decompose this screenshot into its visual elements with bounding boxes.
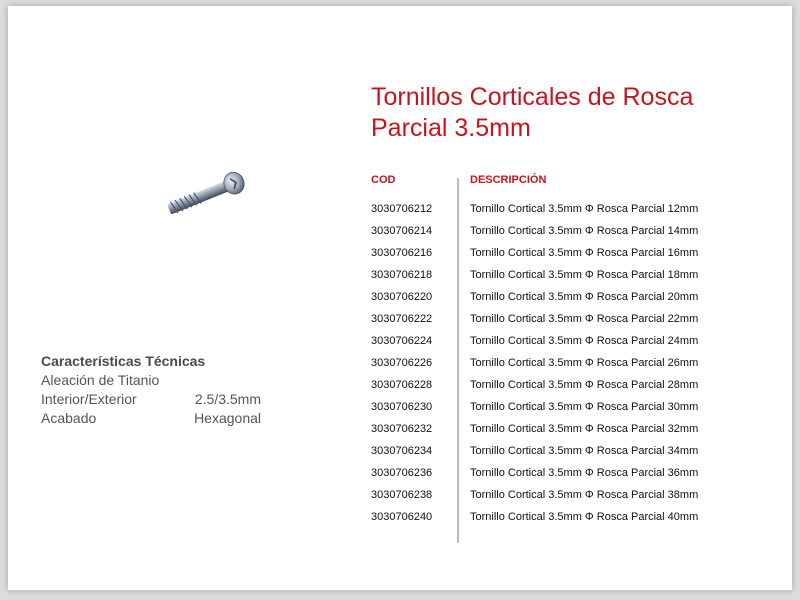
product-code: 3030706212: [371, 203, 433, 215]
table-row: [371, 308, 771, 330]
technical-specs: [41, 352, 261, 428]
product-description: Tornillo Cortical 3.5mm Φ Rosca Parcial 28mm: [470, 379, 699, 391]
table-row: [371, 286, 771, 308]
table-row: [371, 330, 771, 352]
table-row: [371, 462, 771, 484]
specs-diameter-value: 2.5/3.5mm: [194, 391, 261, 407]
product-description: Tornillo Cortical 3.5mm Φ Rosca Parcial 26mm: [470, 357, 699, 369]
specs-finish-label: Acabado: [41, 410, 97, 426]
table-row: [371, 220, 771, 242]
catalog-page: [8, 6, 792, 590]
product-code: 3030706230: [371, 401, 433, 413]
product-code: 3030706236: [371, 467, 433, 479]
product-description: Tornillo Cortical 3.5mm Φ Rosca Parcial 18mm: [470, 269, 699, 281]
page-title: [371, 82, 771, 144]
table-row: [371, 396, 771, 418]
product-code: 3030706220: [371, 291, 433, 303]
product-code: 3030706216: [371, 247, 433, 259]
table-row: [371, 198, 771, 220]
product-code: 3030706218: [371, 269, 433, 281]
table-row: [371, 484, 771, 506]
specs-diameter-row: [41, 390, 261, 409]
product-description: Tornillo Cortical 3.5mm Φ Rosca Parcial 30mm: [470, 401, 699, 413]
specs-diameter-label: Interior/Exterior: [41, 391, 137, 407]
table-row: [371, 352, 771, 374]
product-description: Tornillo Cortical 3.5mm Φ Rosca Parcial 24mm: [470, 335, 699, 347]
specs-heading: Características Técnicas: [41, 353, 206, 369]
specs-finish-row: [41, 409, 261, 428]
product-description: Tornillo Cortical 3.5mm Φ Rosca Parcial 32mm: [470, 423, 699, 435]
product-description: Tornillo Cortical 3.5mm Φ Rosca Parcial 14mm: [470, 225, 699, 237]
product-description: Tornillo Cortical 3.5mm Φ Rosca Parcial 16mm: [470, 247, 699, 259]
specs-material: Aleación de Titanio: [41, 372, 160, 388]
header-code: COD: [371, 174, 396, 186]
title-line-1: Tornillos Corticales de Rosca: [371, 83, 694, 111]
product-code: 3030706214: [371, 225, 433, 237]
product-description: Tornillo Cortical 3.5mm Φ Rosca Parcial 22mm: [470, 313, 699, 325]
product-description: Tornillo Cortical 3.5mm Φ Rosca Parcial 12mm: [470, 203, 699, 215]
table-row: [371, 506, 771, 528]
product-description: Tornillo Cortical 3.5mm Φ Rosca Parcial 34mm: [470, 445, 699, 457]
title-line-2: Parcial 3.5mm: [371, 114, 531, 142]
product-code: 3030706238: [371, 489, 433, 501]
table-row: [371, 264, 771, 286]
product-description: Tornillo Cortical 3.5mm Φ Rosca Parcial 20mm: [470, 291, 699, 303]
header-description: DESCRIPCIÓN: [470, 174, 547, 186]
table-row: [371, 374, 771, 396]
product-code: 3030706226: [371, 357, 433, 369]
product-code: 3030706234: [371, 445, 433, 457]
product-description: Tornillo Cortical 3.5mm Φ Rosca Parcial 40mm: [470, 511, 699, 523]
table-row: [371, 242, 771, 264]
specs-finish-value: Hexagonal: [194, 410, 261, 426]
screw-icon: [156, 164, 256, 224]
table-row: [371, 440, 771, 462]
product-code: 3030706228: [371, 379, 433, 391]
product-code: 3030706224: [371, 335, 433, 347]
product-description: Tornillo Cortical 3.5mm Φ Rosca Parcial 36mm: [470, 467, 699, 479]
table-rows: [371, 198, 771, 528]
product-code: 3030706240: [371, 511, 433, 523]
table-row: [371, 418, 771, 440]
product-code: 3030706232: [371, 423, 433, 435]
product-code: 3030706222: [371, 313, 433, 325]
product-description: Tornillo Cortical 3.5mm Φ Rosca Parcial 38mm: [470, 489, 699, 501]
